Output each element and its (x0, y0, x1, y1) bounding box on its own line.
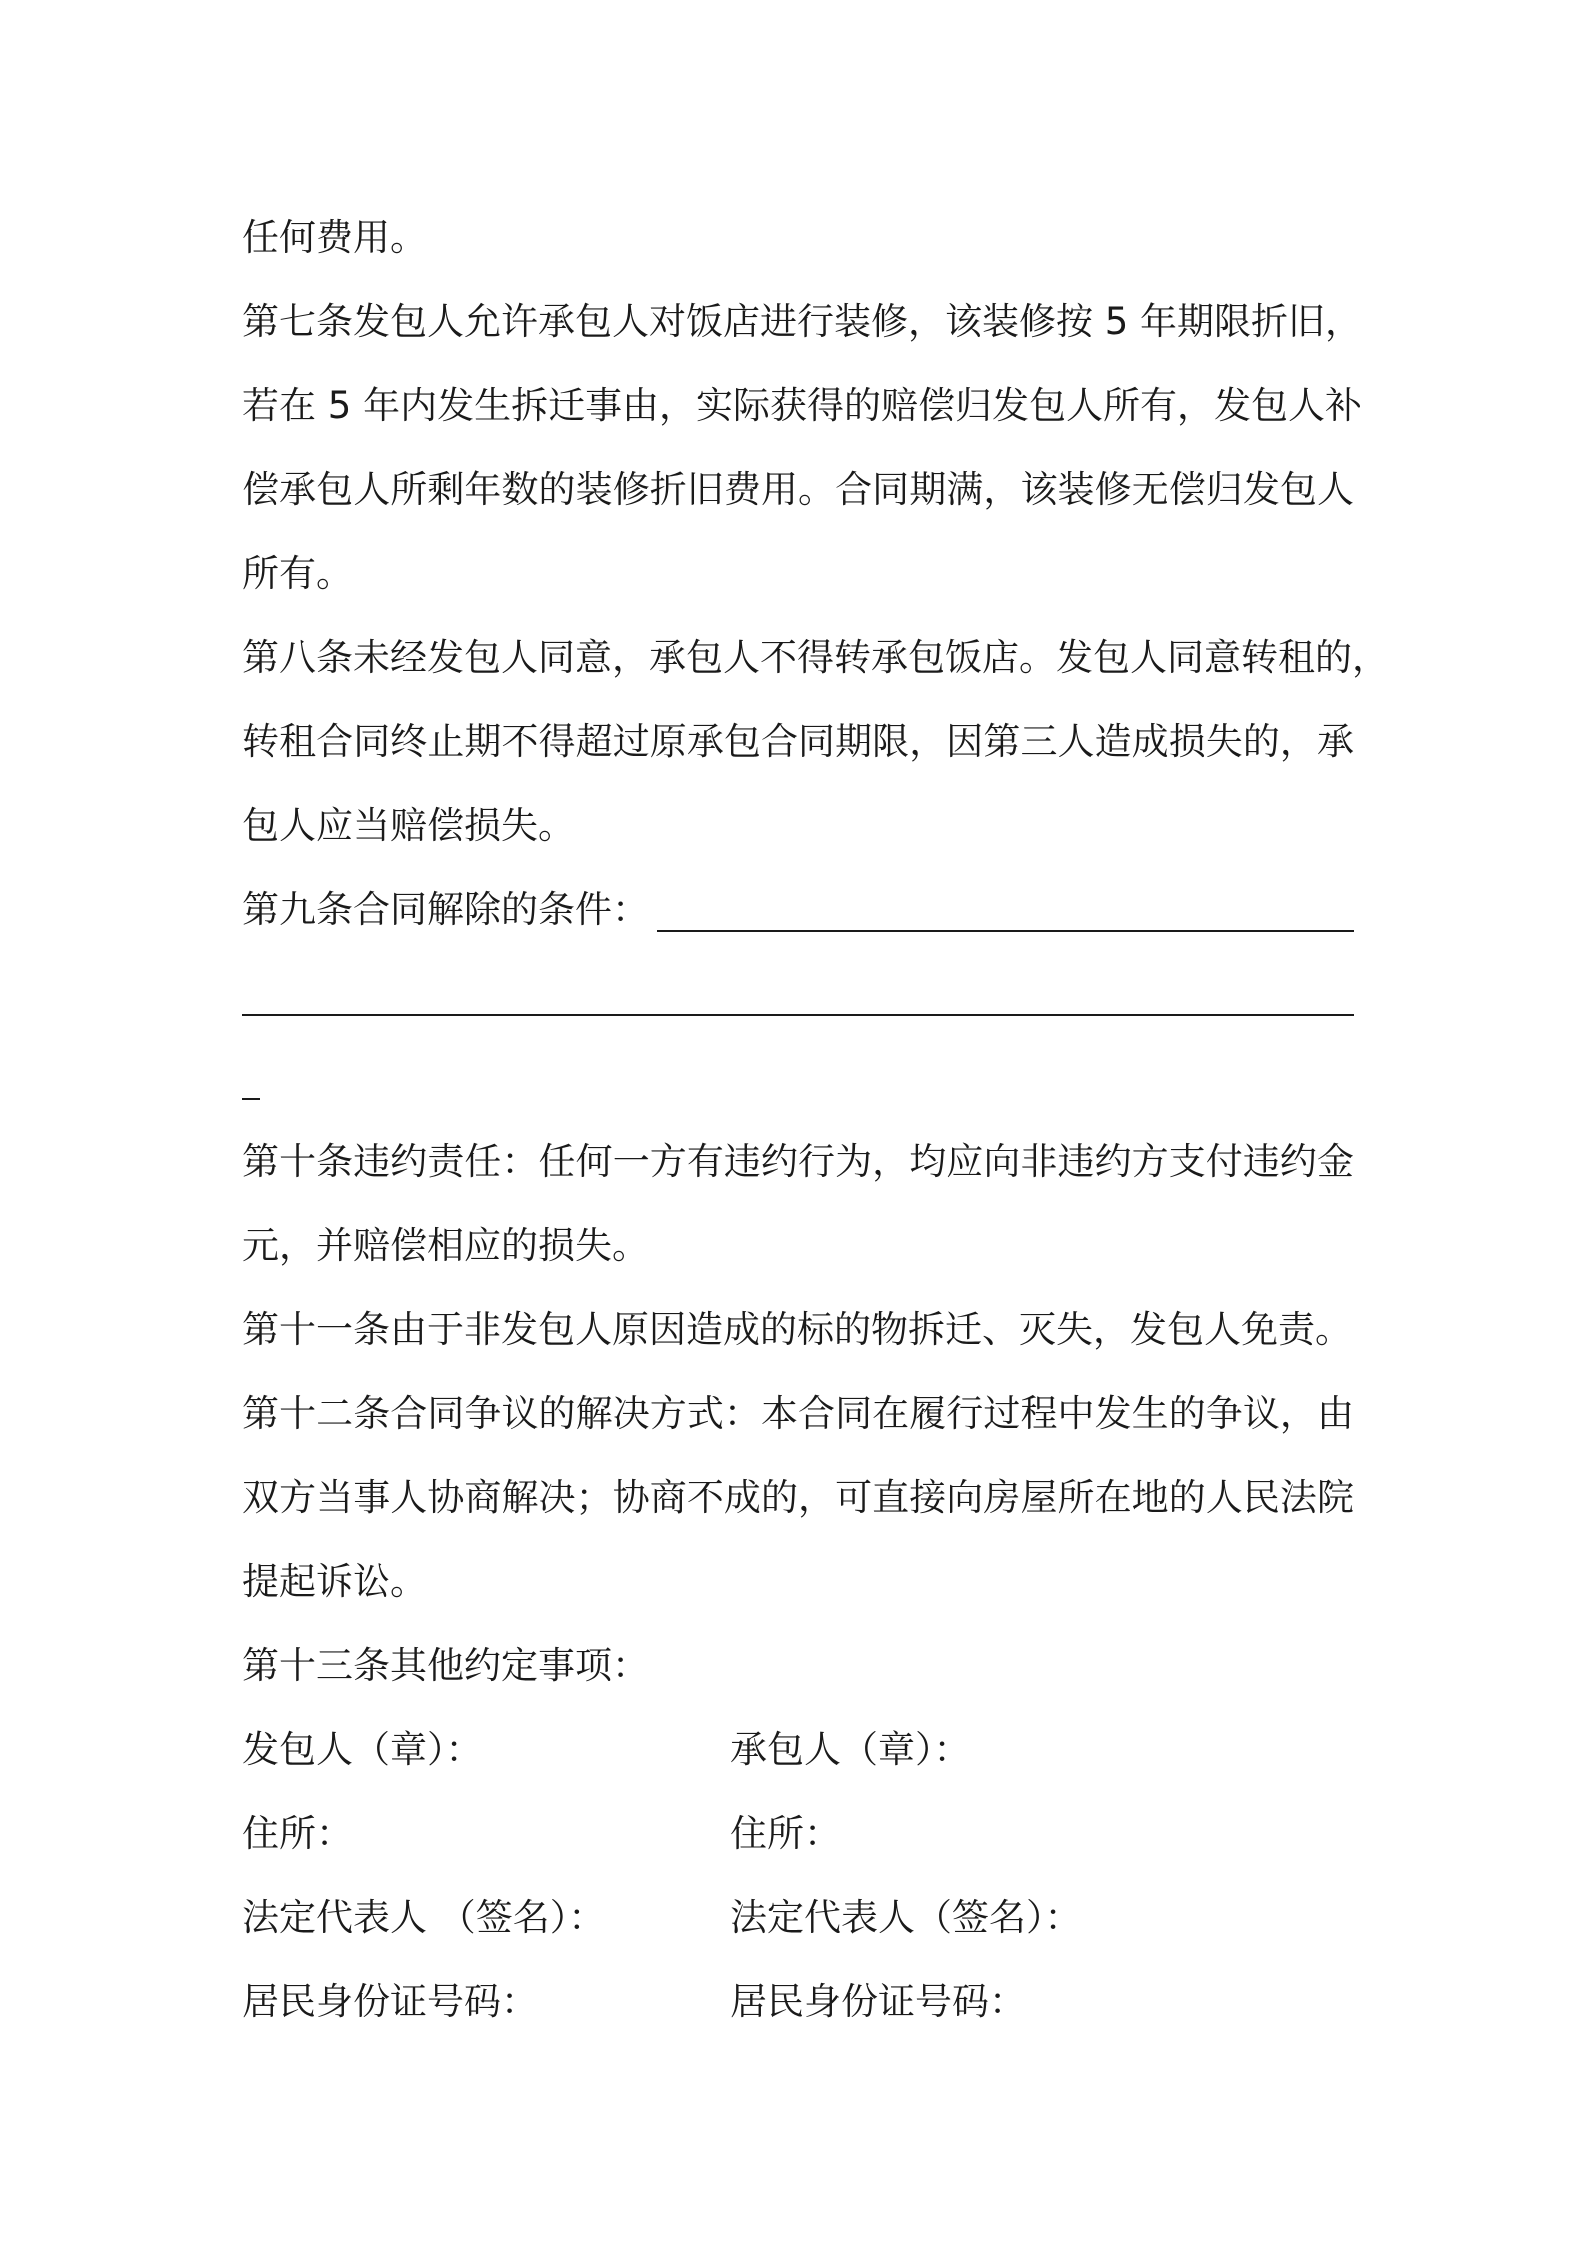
article-7-line-4: 所有。 (242, 552, 353, 595)
signature-row-address (242, 1792, 1354, 1876)
article-9-label: 第九条合同解除的条件： (242, 888, 649, 931)
fill-in-blank-short (242, 1098, 260, 1100)
contractor-address-label: 住所： (730, 1812, 841, 1855)
article-10-line-1: 第十条违约责任：任何一方有违约行为，均应向非违约方支付违约金 (242, 1140, 1354, 1183)
article-11-line: 第十一条由于非发包人原因造成的标的物拆迁、灭失，发包人免责。 (242, 1308, 1352, 1351)
article-7-line-1: 第七条发包人允许承包人对饭店进行装修，该装修按 5 年期限折旧， (242, 300, 1363, 343)
contractor-seal-label: 承包人（章）： (730, 1728, 971, 1771)
article-12-line-3: 提起诉讼。 (242, 1560, 427, 1603)
article-9-line (242, 868, 1354, 952)
document-body (242, 196, 1389, 2044)
fill-in-blank-full (242, 1014, 1354, 1016)
article-7-line-3: 偿承包人所剩年数的装修折旧费用。合同期满，该装修无偿归发包人 (242, 468, 1354, 511)
article-10-line-2: 元，并赔偿相应的损失。 (242, 1224, 649, 1267)
article-9-blank-line (242, 952, 1354, 1036)
article-8-line-3: 包人应当赔偿损失。 (242, 804, 575, 847)
employer-id-label: 居民身份证号码： (242, 1980, 538, 2023)
contractor-id-label: 居民身份证号码： (730, 1980, 1026, 2023)
article-12-line-1: 第十二条合同争议的解决方式：本合同在履行过程中发生的争议，由 (242, 1392, 1354, 1435)
article-8-line-1: 第八条未经发包人同意，承包人不得转承包饭店。发包人同意转租的， (242, 636, 1389, 679)
signature-row-party (242, 1708, 1354, 1792)
signature-row-id (242, 1960, 1354, 2044)
article-13-line: 第十三条其他约定事项： (242, 1644, 649, 1687)
article-12-line-2: 双方当事人协商解决；协商不成的，可直接向房屋所在地的人民法院 (242, 1476, 1354, 1519)
article-9-blank-tail (242, 1036, 1354, 1120)
employer-seal-label: 发包人（章）： (242, 1728, 483, 1771)
article-7-line-2: 若在 5 年内发生拆迁事由，实际获得的赔偿归发包人所有，发包人补 (242, 384, 1363, 427)
signature-row-representative (242, 1876, 1354, 1960)
employer-address-label: 住所： (242, 1812, 353, 1855)
contractor-representative-label: 法定代表人（签名）： (730, 1896, 1082, 1939)
text-line: 任何费用。 (242, 216, 427, 259)
employer-representative-label: 法定代表人 （签名）： (242, 1896, 606, 1939)
article-8-line-2: 转租合同终止期不得超过原承包合同期限，因第三人造成损失的，承 (242, 720, 1354, 763)
fill-in-blank (657, 930, 1354, 932)
